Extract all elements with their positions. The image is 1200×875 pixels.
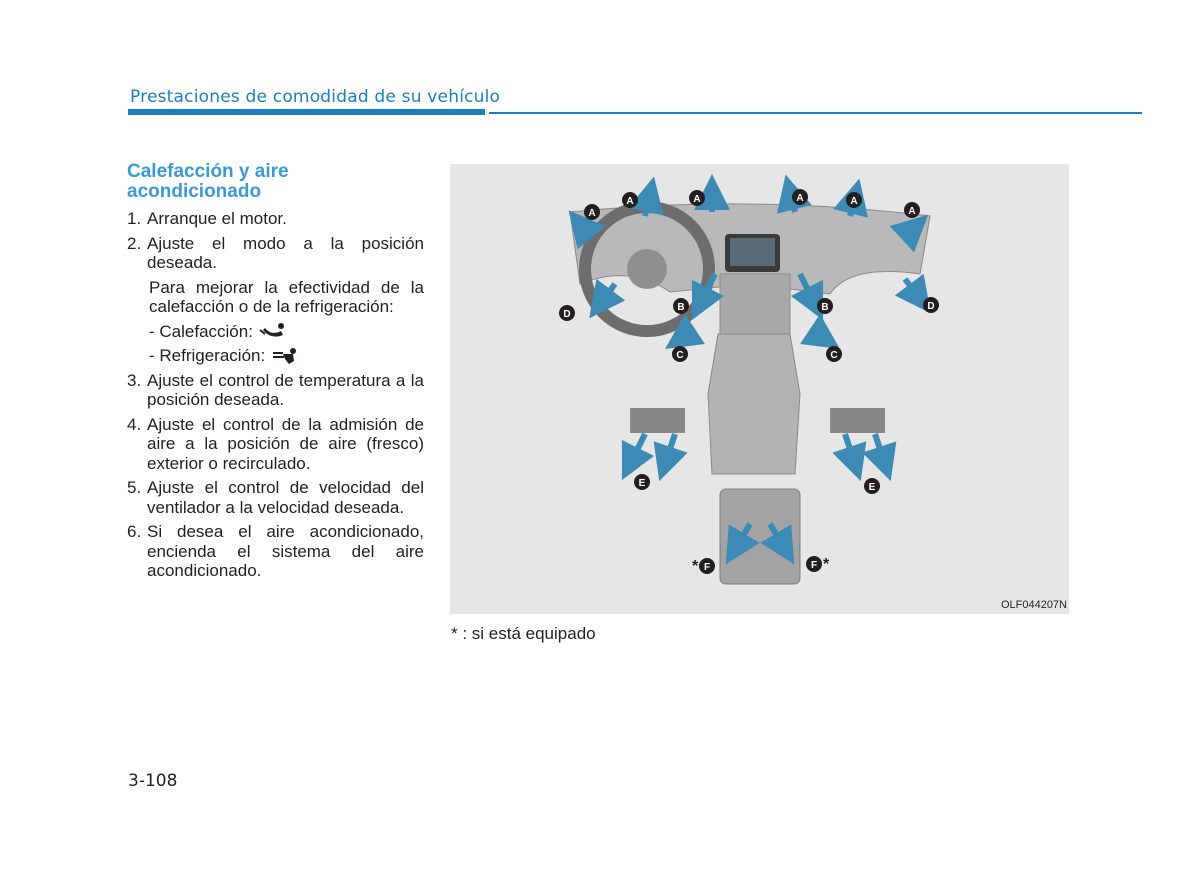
floor-mode-icon (259, 322, 287, 340)
step-6 (127, 522, 424, 581)
air-vent-illustration (450, 164, 1069, 614)
cooling-label: - Refrigeración: (149, 346, 266, 365)
vent-label-a: A (626, 196, 634, 207)
cooling-mode (149, 346, 424, 366)
vent-label-d: D (563, 309, 571, 320)
step-number: 5. (127, 478, 142, 497)
vent-label-b: B (677, 302, 685, 313)
heating-mode (149, 322, 424, 342)
vent-label-a: A (588, 208, 596, 219)
step-text: Ajuste el control de velocidad del ventilador a la velocidad deseada. (147, 478, 424, 517)
vent-label-a: A (796, 193, 804, 204)
center-stack (720, 274, 790, 334)
vent-label-f: F (703, 562, 711, 573)
header-rule-thick (128, 109, 485, 115)
vent-label-c: C (830, 350, 838, 361)
vent-label-d: D (927, 301, 935, 312)
footnote: * : si está equipado (451, 624, 596, 643)
asterisk-mark: * (823, 556, 830, 573)
running-header: Prestaciones de comodidad de su vehículo (130, 87, 501, 107)
step-text: Si desea el aire acondicionado, encienda el sistema del aire acondicionado. (147, 522, 424, 580)
step-number: 2. (127, 233, 142, 253)
right-footwell-vent (830, 408, 885, 433)
vent-label-e: E (868, 482, 876, 493)
face-mode-icon (271, 347, 299, 365)
rear-console (720, 489, 800, 584)
step-text: Arranque el motor. (147, 209, 287, 228)
step-2 (127, 234, 424, 273)
section-title: Calefacción y aire acondicionado (127, 161, 289, 202)
vent-label-f: F (810, 560, 818, 571)
step-text: Ajuste el modo a la posición deseada. (147, 233, 424, 272)
instructions (127, 209, 424, 586)
step-number: 6. (127, 522, 142, 541)
step-4 (127, 415, 424, 474)
header-rule-thin (489, 112, 1142, 114)
step-number: 1. (127, 209, 142, 228)
figure-code: OLF044207N (1000, 599, 1067, 611)
step-number: 4. (127, 414, 142, 434)
dashboard-drawing (450, 164, 1069, 614)
step-3 (127, 371, 424, 410)
vent-label-b: B (821, 302, 829, 313)
step-1 (127, 209, 424, 229)
heating-label: - Calefacción: (149, 321, 253, 341)
vent-label-a: A (908, 206, 916, 217)
asterisk-mark: * (692, 558, 699, 575)
step-5 (127, 478, 424, 517)
vent-label-e: E (638, 478, 646, 489)
vent-label-c: C (676, 350, 684, 361)
page-number: 3-108 (128, 771, 178, 791)
left-footwell-vent (630, 408, 685, 433)
step-text: Ajuste el control de temperatura a la posición deseada. (147, 370, 424, 409)
step-text: Ajuste el control de la admisión de aire a la posición de aire (fresco) exterior o recirculado. (147, 414, 424, 473)
vent-label-a: A (850, 196, 858, 207)
vent-label-a: A (693, 194, 701, 205)
step-number: 3. (127, 370, 142, 390)
center-console (708, 334, 800, 474)
note-paragraph: Para mejorar la efectividad de la calefacción o de la refrigeración: (149, 277, 424, 316)
